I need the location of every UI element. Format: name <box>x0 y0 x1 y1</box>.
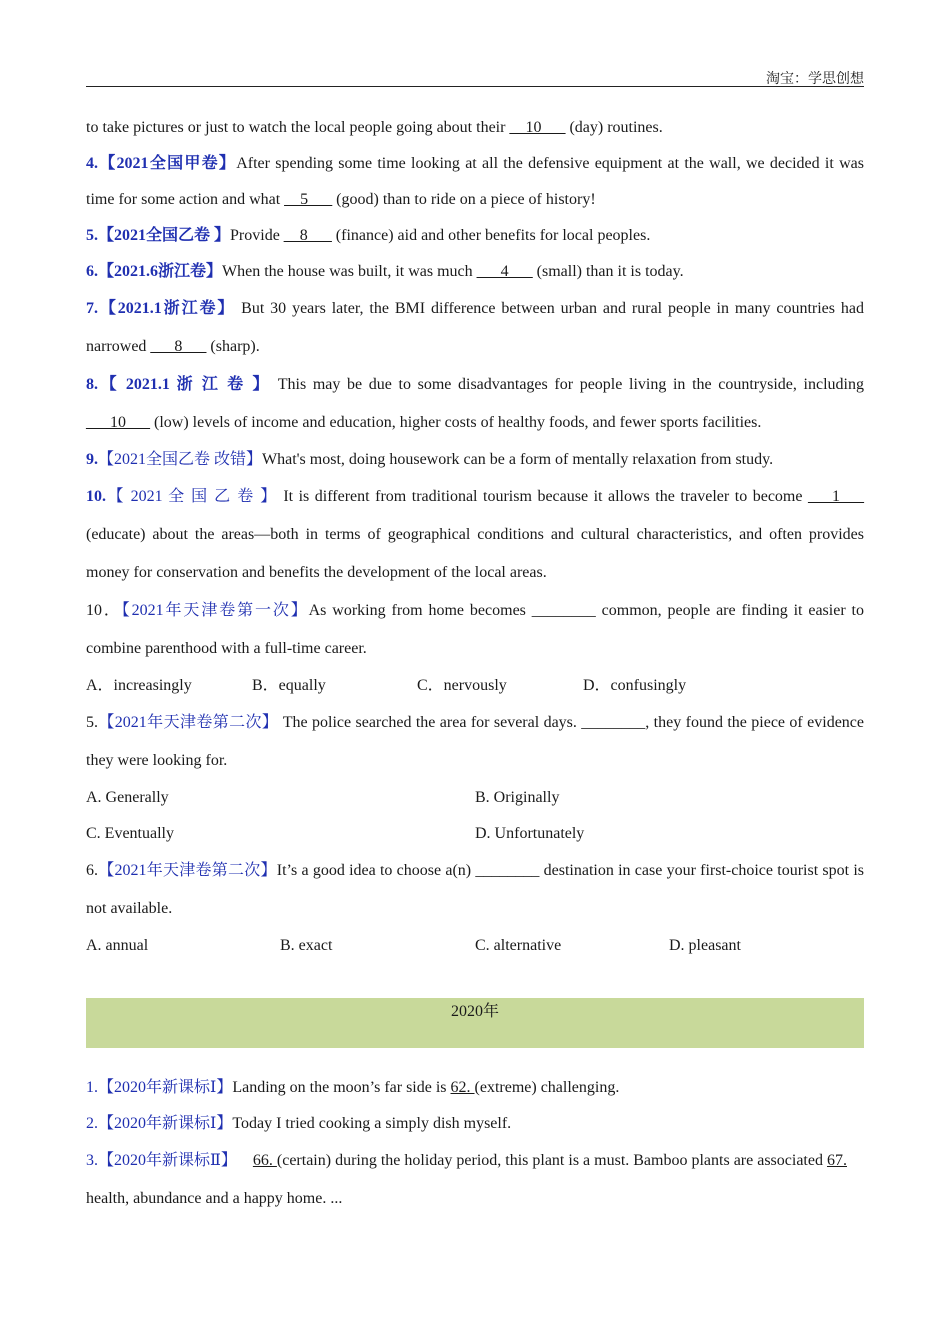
question-item <box>86 1070 864 1106</box>
question-text: It is different from traditional tourism because it allows the traveler to become <box>277 488 808 505</box>
option-d: D. pleasant <box>669 937 741 954</box>
question-text-after: (sharp). <box>206 338 260 355</box>
source-tag: 【2021年天津卷第二次】 <box>98 862 277 879</box>
question-list-2021 <box>86 110 864 964</box>
question-text-after: (educate) about the areas—both in terms of geographical conditions and cultural characteristics, and often provides money for conservation and benefits the development of the local areas. <box>86 526 864 581</box>
source-tag: 【2021全国乙卷 】 <box>98 227 231 244</box>
option-a: A．increasingly <box>86 677 192 694</box>
question-number: 7. <box>86 300 98 317</box>
answer-blank: 66. <box>252 1152 277 1169</box>
mcq-options <box>86 928 864 964</box>
question-number: 1. <box>86 1079 98 1096</box>
question-text-after: (extreme) challenging. <box>474 1079 620 1096</box>
question-item <box>86 146 864 218</box>
source-tag: 【2021全国乙卷 改错】 <box>98 451 263 468</box>
option-d: D．confusingly <box>583 677 687 694</box>
question-item <box>86 1142 864 1218</box>
question-item <box>86 110 864 146</box>
question-number: 5. <box>86 227 98 244</box>
mcq-options <box>86 668 864 704</box>
option-d: D. Unfortunately <box>475 825 585 842</box>
question-text-after: (low) levels of income and education, higher costs of healthy foods, and fewer sports facilities. <box>150 414 762 431</box>
option-c: C. Eventually <box>86 825 174 842</box>
question-item <box>86 1106 864 1142</box>
mcq-options <box>86 816 864 852</box>
answer-blank: 67. <box>826 1152 847 1169</box>
mcq-options <box>86 780 864 816</box>
answer-blank: ___4___ <box>476 263 533 280</box>
question-number: 8. <box>86 376 98 393</box>
question-number: 6. <box>86 862 98 879</box>
option-a: A. annual <box>86 937 149 954</box>
question-text-after: (good) than to ride on a piece of history! <box>332 191 596 208</box>
answer-blank: __5___ <box>284 191 333 208</box>
source-tag: 【2020年新课标Ⅱ】 <box>98 1152 237 1169</box>
source-tag: 【2021年天津卷第一次】 <box>121 602 309 619</box>
question-list-2020 <box>86 1070 864 1218</box>
mcq-item <box>86 704 864 780</box>
source-tag: 【2020年新课标Ⅰ】 <box>98 1115 233 1132</box>
option-a: A. Generally <box>86 789 169 806</box>
question-text: Provide <box>230 227 284 244</box>
question-item <box>86 366 864 442</box>
question-text-after: health, abundance and a happy home. ... <box>86 1190 343 1207</box>
section-header-2020 <box>86 998 864 1048</box>
option-c: C. alternative <box>475 937 562 954</box>
source-tag: 【2021.6浙江卷】 <box>98 263 223 280</box>
question-number: 3. <box>86 1152 98 1169</box>
header-source: 淘宝：学思创想 <box>766 72 864 87</box>
answer-blank: ___8___ <box>150 338 207 355</box>
question-number: 9. <box>86 451 98 468</box>
answer-blank: ___1___ <box>808 488 864 505</box>
question-number: 6. <box>86 263 98 280</box>
question-item <box>86 218 864 254</box>
question-text: After spending some time looking at all the defensive equipment at the wall, we decided it was time for some action and what <box>86 155 864 208</box>
header-rule <box>86 86 864 87</box>
question-text-after: (day) routines. <box>565 119 663 136</box>
question-text: What's most, doing housework can be a form of mentally relaxation from study. <box>262 451 774 468</box>
question-item <box>86 478 864 592</box>
question-text: When the house was built, it was much <box>222 263 477 280</box>
source-tag: 【2021年天津卷第二次】 <box>98 714 279 731</box>
question-item <box>86 254 864 290</box>
question-text: Landing on the moon’s far side is <box>232 1079 451 1096</box>
option-b: B．equally <box>252 677 326 694</box>
question-number: 2. <box>86 1115 98 1132</box>
section-title: 2020年 <box>450 1003 499 1020</box>
option-b: B. Originally <box>475 789 560 806</box>
source-tag: 【 2021 全 国 乙 卷 】 <box>106 488 278 505</box>
question-text: It’s a good idea to choose a(n) ________ destination in case your first-choice tourist spot is not available. <box>86 862 864 917</box>
question-text: to take pictures or just to watch the local people going about their <box>86 119 510 136</box>
question-text: This may be due to some disadvantages for people living in the countryside, including <box>271 376 864 393</box>
option-c: C．nervously <box>417 677 507 694</box>
source-tag: 【2021全国甲卷】 <box>98 155 237 172</box>
question-item <box>86 290 864 366</box>
answer-blank: 62. <box>450 1079 475 1096</box>
answer-blank: __10___ <box>509 119 566 136</box>
question-item <box>86 442 864 478</box>
question-text: The police searched the area for several days. ________, they found the piece of evidence they were looking for. <box>86 714 864 769</box>
question-number: 5. <box>86 714 98 731</box>
source-tag: 【 2021.1 浙 江 卷 】 <box>98 376 272 393</box>
question-text: But 30 years later, the BMI difference between urban and rural people in many countries had narrowed <box>86 300 864 355</box>
answer-blank: __8___ <box>283 227 332 244</box>
answer-blank: ___10___ <box>86 414 150 431</box>
question-number: 10． <box>86 602 122 619</box>
question-text-after: (certain) during the holiday period, this plant is a must. Bamboo plants are associated <box>276 1152 827 1169</box>
question-text <box>237 1152 253 1169</box>
question-text-after: (finance) aid and other benefits for local peoples. <box>331 227 651 244</box>
option-b: B. exact <box>280 937 333 954</box>
question-text: As working from home becomes ________ common, people are finding it easier to combine parenthood with a full-time career. <box>86 602 864 657</box>
source-tag: 【2021.1浙江卷】 <box>98 300 236 317</box>
question-number: 10. <box>86 488 106 505</box>
question-text-after: (small) than it is today. <box>532 263 684 280</box>
source-tag: 【2020年新课标Ⅰ】 <box>98 1079 233 1096</box>
mcq-item <box>86 592 864 668</box>
question-number: 4. <box>86 155 98 172</box>
question-text: Today I tried cooking a simply dish myself. <box>232 1115 512 1132</box>
mcq-item <box>86 852 864 928</box>
